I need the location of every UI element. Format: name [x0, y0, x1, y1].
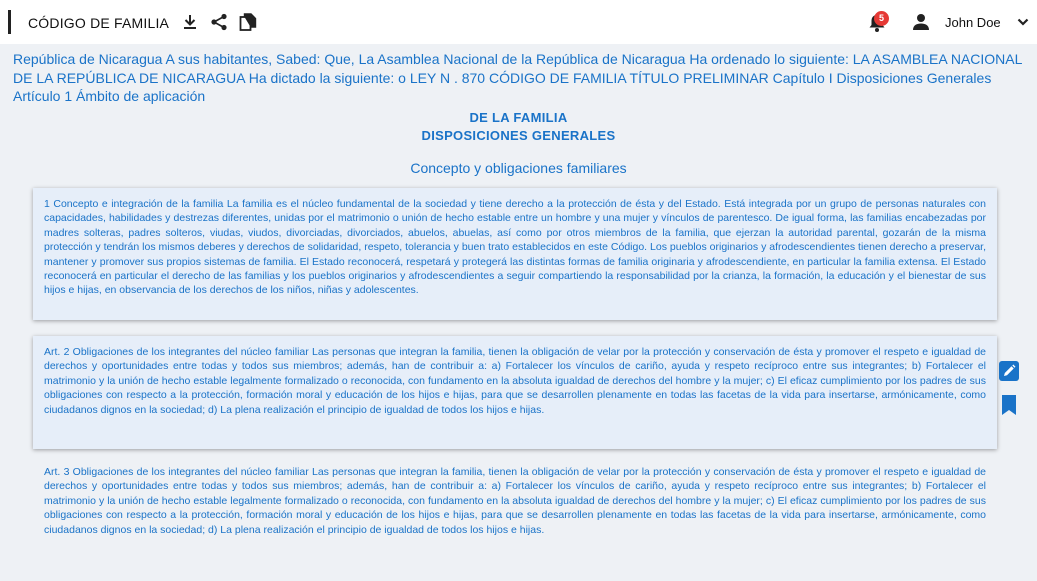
user-icon[interactable]: [911, 12, 931, 32]
document-intro: República de Nicaragua A sus habitantes, Sabed: Que, La Asamblea Nacional de la República de Nicaragua Ha ordenado lo siguiente: LA ASAMBLEA NACIONAL DE LA REPÚBLICA DE NICARAGUA Ha dictado la siguiente: o LEY N . 870 CÓDIGO DE FAMILIA TÍTULO PRELIMINAR Capítulo I Disposiciones Generales Artículo 1 Ámbito de aplicación: [13, 51, 1022, 104]
download-icon[interactable]: [180, 12, 200, 32]
document-title: CÓDIGO DE FAMILIA: [28, 15, 170, 31]
title-accent-bar: [8, 10, 11, 34]
top-bar: [0, 0, 1037, 44]
notification-badge: 5: [874, 11, 889, 26]
heading-de-la-familia: DE LA FAMILIA: [469, 110, 568, 125]
share-icon[interactable]: [209, 12, 229, 32]
heading-disposiciones-generales: DISPOSICIONES GENERALES: [421, 128, 616, 143]
copy-icon[interactable]: [238, 12, 258, 32]
bookmark-icon[interactable]: [998, 394, 1020, 416]
article-3[interactable]: Art. 3 Obligaciones de los integrantes del núcleo familiar Las personas que integran la familia, tienen la obligación de velar por la protección y conservación de ésta y promover el respeto e igualdad de derechos y oportunidades entre todas y todos sus miembros; además, han de contribuir a: a) Fortalecer los vínculos de cariño, ayuda y respeto recíproco entre sus integrantes; b) Fortalecer el matrimonio y la unión de hecho estable legalmente formalizado o reconocida, con fundamento en la absoluta igualdad de derechos del hombre y la mujer; c) El eficaz cumplimiento por los padres de sus obligaciones con respecto a la protección, formación moral y educación de los hijos e hijas, para que se desarrollen plenamente en todas las facetas de la vida para insertarse, armónicamente, como ciudadanos dignos en la sociedad; d) La plena realización el principio de igualdad de todos los hijos e hijas.: [44, 466, 986, 536]
article-2[interactable]: Art. 2 Obligaciones de los integrantes del núcleo familiar Las personas que integran la familia, tienen la obligación de velar por la protección y conservación de ésta y promover el respeto e igualdad de derechos y oportunidades entre todas y todos sus miembros; además, han de contribuir a: a) Fortalecer los vínculos de cariño, ayuda y respeto recíproco entre sus integrantes; b) Fortalecer el matrimonio y la unión de hecho estable legalmente formalizado o reconocida, con fundamento en la absoluta igualdad de derechos del hombre y la mujer; c) El eficaz cumplimiento por los padres de sus obligaciones con respecto a la protección, formación moral y educación de los hijos e hijas, para que se desarrollen plenamente en todas las facetas de la vida para insertarse, armónicamente, como ciudadanos dignos en la sociedad; d) La plena realización el principio de igualdad de todos los hijos e hijas.: [33, 336, 997, 449]
chevron-down-icon[interactable]: [1016, 15, 1030, 29]
user-name[interactable]: John Doe: [945, 15, 1001, 30]
article-1[interactable]: 1 Concepto e integración de la familia La familia es el núcleo fundamental de la sociedad y tiene derecho a la protección de ésta y del Estado. Está integrada por un grupo de personas naturales con capacidades, habilidades y destrezas diferentes, unidas por el matrimonio o unión de hecho estable entre un hombre y una mujer y vínculos de parentesco. De igual forma, las familias encabezadas por madres solteras, padres solteros, viudas, viudos, divorciadas, divorciados, abuelos, abuelas, así como por otros miembros de la familia, que ejerzan la autoridad parental, gozarán de la misma protección y tendrán los mismos deberes y derechos de solidaridad, respeto, tolerancia y buen trato establecidos en este Código. Los pueblos originarios y afrodescendientes tienen derecho a preservar, mantener y promover sus propios sistemas de familia. El Estado reconocerá, respetará y protegerá las distintas formas de familia originaria y afrodescendiente, en particular la familia extensa. El Estado reconocerá en particular el derecho de las familias y los pueblos originarios y afrodescendientes a seguir compartiendo la responsabilidad por la crianza, la formación, la educación y el bienestar de sus hijos e hijas, en observancia de los derechos de los niños, niñas y adolescentes.: [33, 188, 997, 320]
heading-concepto-obligaciones: Concepto y obligaciones familiares: [410, 160, 627, 176]
edit-icon[interactable]: [998, 360, 1020, 382]
